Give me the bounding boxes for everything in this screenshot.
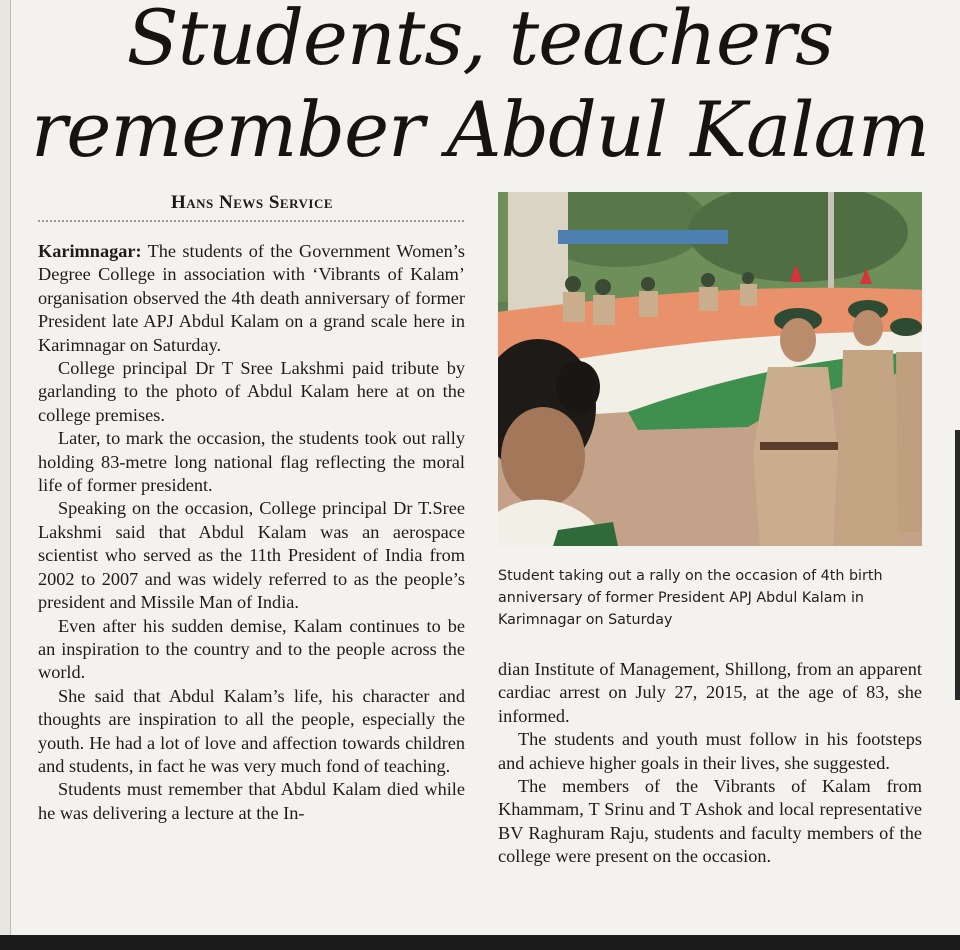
headline-line-1: Students, teachers [126, 0, 834, 82]
scrollbar-thumb[interactable] [955, 430, 960, 700]
photo-caption: Student taking out a rally on the occasion of 4th birth anniversary of former President APJ Abdul Kalam in Karimnagar on Saturday [498, 568, 883, 628]
blue-awning [558, 230, 728, 244]
student-head [641, 277, 655, 291]
beret [890, 318, 922, 336]
student-body [699, 287, 718, 311]
face [501, 407, 585, 507]
student-head [565, 276, 581, 292]
belt [760, 442, 838, 450]
face [780, 318, 816, 362]
paragraph-1 [38, 240, 465, 357]
paragraph-9: The members of the Vibrants of Kalam from Khammam, T Srinu and T Ashok and local representative BV Raghuram Raju, students and faculty members of the college were present on the occasion. [498, 776, 922, 867]
face [853, 310, 883, 346]
uniform [838, 350, 900, 546]
byline: Hans News Service [170, 192, 334, 213]
article-column-1 [38, 240, 465, 825]
building-wall [508, 192, 568, 322]
article-column-2 [498, 658, 922, 869]
rally-photo [498, 192, 922, 546]
headline-line-2: remember Abdul Kalam [31, 85, 929, 174]
paragraph-2: College principal Dr T Sree Lakshmi paid tribute by garlanding to the photo of Abdul Kalam here at on the college premises. [38, 358, 465, 425]
hair-bun [556, 361, 600, 413]
paragraph-7: Students must remember that Abdul Kalam died while he was delivering a lecture at the In- [38, 779, 465, 823]
paragraph-1-text: The students of the Government Women’s Degree College in association with ‘Vibrants of Kalam’ organisation observed the 4th death anniversary of former President late APJ Abdul Kalam on a grand scale here in Karimnagar on Saturday. [38, 241, 466, 355]
student-body [740, 284, 757, 306]
uniform [896, 352, 922, 532]
rally-photo-illustration [498, 192, 922, 546]
student-head [701, 273, 715, 287]
paragraph-7-continued: dian Institute of Management, Shillong, from an apparent cardiac arrest on July 27, 2015, at the age of 83, she informed. [498, 659, 922, 726]
student-body [593, 295, 615, 325]
paragraph-5: Even after his sudden demise, Kalam continues to be an inspiration to the country and to the people across the world. [38, 615, 465, 683]
student-head [742, 272, 754, 284]
paragraph-4: Speaking on the occasion, College principal Dr T.Sree Lakshmi said that Abdul Kalam was an aerospace scientist who served as the 11th President of India from 2002 to 2007 and was widely referred to as the people’s president and Missile Man of India. [38, 498, 465, 613]
student-body [639, 291, 658, 317]
dateline: Karimnagar: [38, 241, 142, 261]
bottom-bar [0, 935, 960, 950]
paragraph-6: She said that Abdul Kalam’s life, his character and thoughts are inspiration to all the people, especially the youth. He had a lot of love and affection towards children and students, in fact he was very much fond of teaching. [38, 685, 465, 776]
byline-divider [38, 220, 464, 222]
student-head [595, 279, 611, 295]
paragraph-8: The students and youth must follow in his footsteps and achieve higher goals in their lives, she suggested. [498, 729, 922, 773]
paragraph-3: Later, to mark the occasion, the students took out rally holding 83-metre long national flag reflecting the moral life of former president. [38, 428, 465, 496]
uniform [753, 367, 838, 546]
student-body [563, 292, 585, 322]
